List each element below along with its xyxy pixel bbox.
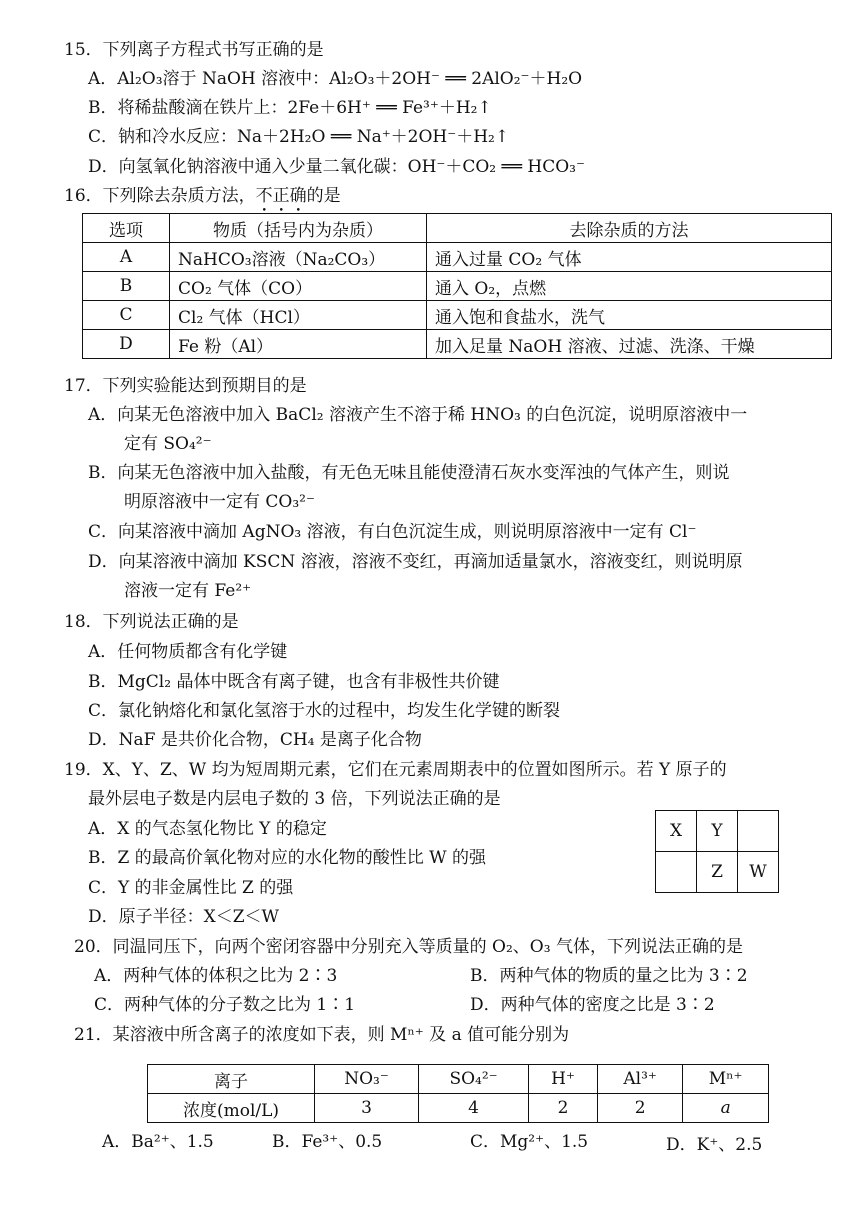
table-cell: C [83, 301, 170, 330]
q18-stem: 18．下列说法正确的是 [64, 612, 239, 632]
q15-option-c: C．钠和冷水反应：Na＋2H₂O ══ Na⁺＋2OH⁻＋H₂↑ [88, 127, 510, 147]
table-cell: Fe 粉（Al） [170, 330, 427, 359]
table-header-cell: 离子 [148, 1065, 315, 1094]
q15-option-d: D．向氢氧化钠溶液中通入少量二氧化碳：OH⁻＋CO₂ ══ HCO₃⁻ [88, 157, 585, 177]
table-header-cell: 去除杂质的方法 [427, 214, 832, 243]
q19-option-d: D．原子半径：X＜Z＜W [88, 907, 280, 927]
q21-option-b: B．Fe³⁺、0.5 [272, 1132, 383, 1152]
q19-option-b: B．Z 的最高价氧化物对应的水化物的酸性比 W 的强 [88, 848, 486, 868]
q16-stem-post: 的是 [306, 186, 341, 206]
q20-option-b: B．两种气体的物质的量之比为 3∶2 [470, 966, 748, 986]
table-row [83, 272, 832, 301]
table-cell: 2 [529, 1094, 598, 1123]
q17-option-b-line2: 明原溶液中一定有 CO₃²⁻ [124, 492, 315, 512]
q19-stem-line2: 最外层电子数是内层电子数的 3 倍，下列说法正确的是 [88, 789, 501, 809]
table-cell: 浓度(mol/L) [148, 1094, 315, 1123]
table-header-row [83, 214, 832, 243]
table-cell: 加入足量 NaOH 溶液、过滤、洗涤、干燥 [427, 330, 832, 359]
table-row [656, 852, 779, 893]
q15-stem: 15．下列离子方程式书写正确的是 [64, 40, 324, 60]
table-row [83, 243, 832, 272]
table-cell: A [83, 243, 170, 272]
q15-option-a: A．Al₂O₃溶于 NaOH 溶液中：Al₂O₃＋2OH⁻ ══ 2AlO₂⁻＋H₂O [88, 69, 583, 89]
table-cell: 通入饱和食盐水，洗气 [427, 301, 832, 330]
table-cell: a [683, 1094, 769, 1123]
table-cell: 3 [315, 1094, 419, 1123]
table-header-cell: Al³⁺ [598, 1065, 683, 1094]
q20-option-c: C．两种气体的分子数之比为 1∶1 [94, 995, 356, 1015]
q16-stem-emphasis: 不正确 [255, 186, 307, 206]
table-row [148, 1094, 769, 1123]
table-header-cell: Mⁿ⁺ [683, 1065, 769, 1094]
q20-option-a: A．两种气体的体积之比为 2∶3 [94, 966, 338, 986]
q15-option-b: B．将稀盐酸滴在铁片上：2Fe＋6H⁺ ══ Fe³⁺＋H₂↑ [88, 98, 492, 118]
table-cell: 4 [419, 1094, 529, 1123]
table-cell: 通入 O₂，点燃 [427, 272, 832, 301]
table-header-cell: SO₄²⁻ [419, 1065, 529, 1094]
table-cell: 2 [598, 1094, 683, 1123]
table-header-cell: H⁺ [529, 1065, 598, 1094]
q17-option-a-line1: A．向某无色溶液中加入 BaCl₂ 溶液产生不溶于稀 HNO₃ 的白色沉淀，说明原溶液中一 [88, 405, 748, 425]
table-cell: NaHCO₃溶液（Na₂CO₃） [170, 243, 427, 272]
q18-option-a: A．任何物质都含有化学键 [88, 642, 288, 662]
q21-option-d: D．K⁺、2.5 [666, 1135, 763, 1155]
table-cell: B [83, 272, 170, 301]
q16-stem [64, 184, 341, 216]
q17-option-b-line1: B．向某无色溶液中加入盐酸，有无色无味且能使澄清石灰水变浑浊的气体产生，则说 [88, 463, 730, 483]
element-cell: W [738, 852, 779, 893]
q18-option-d: D．NaF 是共价化合物，CH₄ 是离子化合物 [88, 730, 422, 750]
q21-stem: 21．某溶液中所含离子的浓度如下表，则 Mⁿ⁺ 及 a 值可能分别为 [74, 1025, 570, 1045]
q17-option-d-line2: 溶液一定有 Fe²⁺ [124, 581, 252, 601]
q19-option-c: C．Y 的非金属性比 Z 的强 [88, 878, 294, 898]
element-cell [656, 852, 697, 893]
element-cell: Z [697, 852, 738, 893]
q17-stem: 17．下列实验能达到预期目的是 [64, 376, 307, 396]
q17-option-d-line1: D．向某溶液中滴加 KSCN 溶液，溶液不变红，再滴加适量氯水，溶液变红，则说明原 [88, 552, 743, 572]
q19-option-a: A．X 的气态氢化物比 Y 的稳定 [88, 819, 327, 839]
table-row [83, 330, 832, 359]
q16-table [82, 213, 832, 359]
table-header-cell: NO₃⁻ [315, 1065, 419, 1094]
table-cell: D [83, 330, 170, 359]
table-cell: 通入过量 CO₂ 气体 [427, 243, 832, 272]
element-cell: X [656, 811, 697, 852]
q18-option-c: C．氯化钠熔化和氯化氢溶于水的过程中，均发生化学键的断裂 [88, 701, 561, 721]
table-header-cell: 选项 [83, 214, 170, 243]
q18-option-b: B．MgCl₂ 晶体中既含有离子键，也含有非极性共价键 [88, 672, 500, 692]
q16-stem-pre: 16．下列除去杂质方法， [64, 186, 256, 206]
q21-option-a: A．Ba²⁺、1.5 [102, 1132, 214, 1152]
table-row [656, 811, 779, 852]
element-cell [738, 811, 779, 852]
table-cell: Cl₂ 气体（HCl） [170, 301, 427, 330]
q20-stem: 20．同温同压下，向两个密闭容器中分别充入等质量的 O₂、O₃ 气体，下列说法正确的是 [74, 937, 743, 957]
q17-option-c: C．向某溶液中滴加 AgNO₃ 溶液，有白色沉淀生成，则说明原溶液中一定有 Cl⁻ [88, 522, 697, 542]
table-header-row [148, 1065, 769, 1094]
periodic-table-fragment [655, 810, 779, 893]
q20-option-d: D．两种气体的密度之比是 3∶2 [470, 995, 715, 1015]
q21-option-c: C．Mg²⁺、1.5 [470, 1132, 589, 1152]
q17-option-a-line2: 定有 SO₄²⁻ [124, 434, 212, 454]
table-header-cell: 物质（括号内为杂质） [170, 214, 427, 243]
table-row [83, 301, 832, 330]
q21-table [147, 1064, 769, 1123]
q19-stem-line1: 19．X、Y、Z、W 均为短周期元素，它们在元素周期表中的位置如图所示。若 Y 原子的 [64, 760, 727, 780]
table-cell: CO₂ 气体（CO） [170, 272, 427, 301]
element-cell: Y [697, 811, 738, 852]
